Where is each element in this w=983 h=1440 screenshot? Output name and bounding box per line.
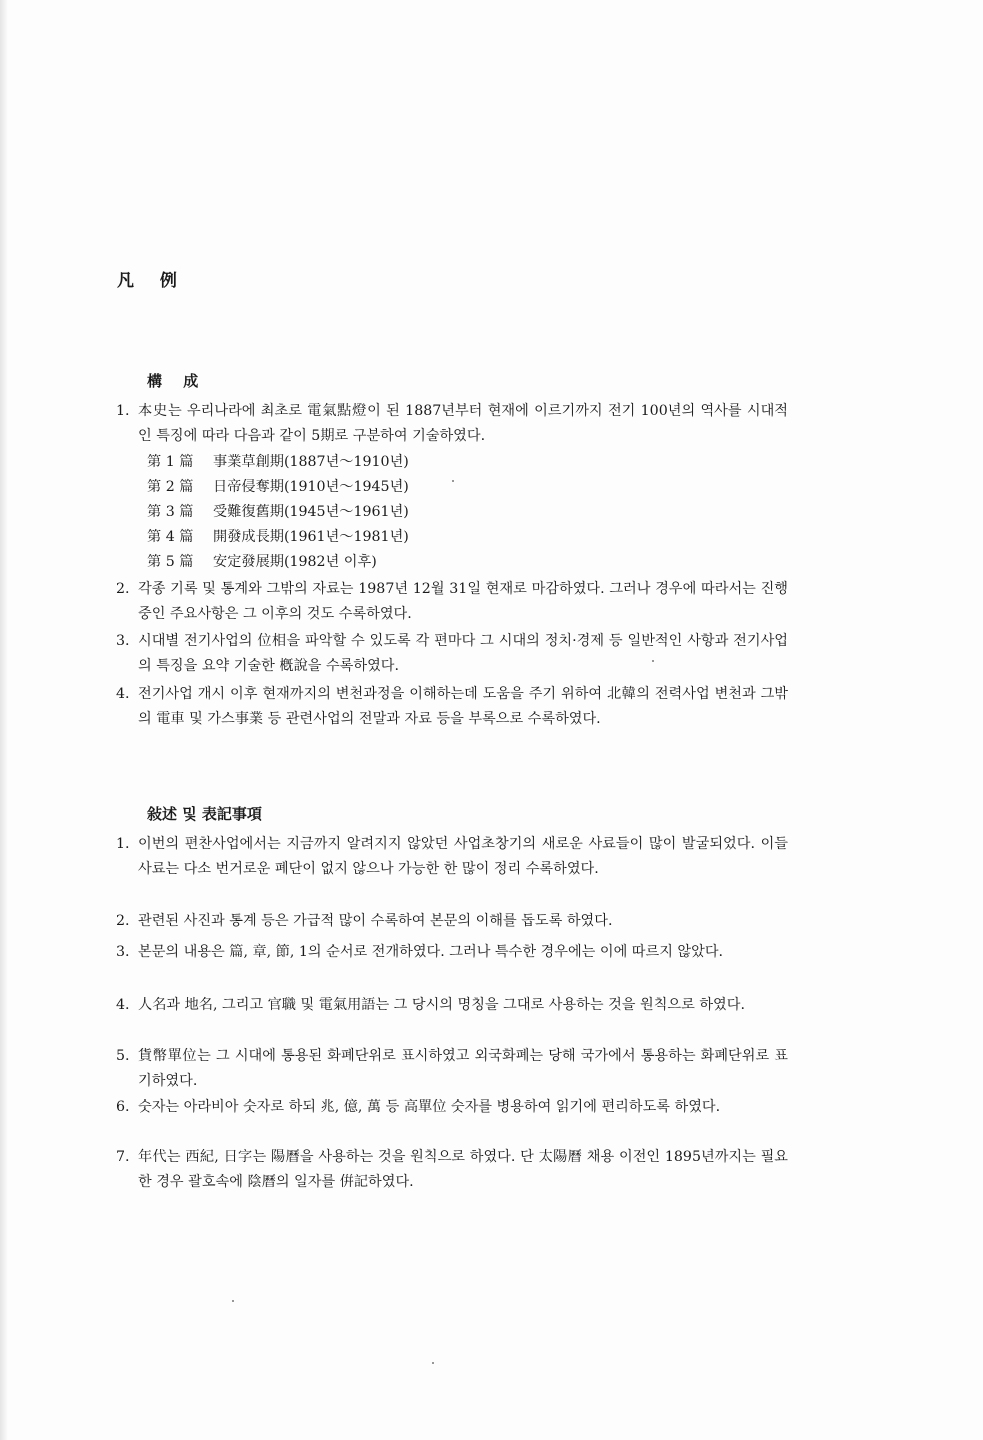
notation-item-6 (116, 1095, 788, 1120)
volume-label: 第 2 篇 (147, 479, 194, 495)
scan-speck (452, 480, 454, 482)
item-number: 7. (116, 1149, 130, 1165)
page-title: 凡 例 (117, 271, 187, 291)
item-number: 1. (116, 403, 130, 419)
volume-item-1 (147, 450, 409, 475)
notation-item-3 (116, 940, 788, 965)
scan-speck (652, 660, 654, 662)
item-text: 각종 기록 및 통계와 그밖의 자료는 1987년 12월 31일 현재로 마감하였다. 그러나 경우에 따라서는 진행중인 주요사항은 그 이후의 것도 수록하였다. (138, 581, 788, 622)
volume-label: 第 5 篇 (147, 554, 194, 570)
volume-item-5 (147, 550, 409, 575)
composition-item-1 (116, 399, 788, 449)
item-text: 이번의 편찬사업에서는 지금까지 알려지지 않았던 사업초창기의 새로운 사료들이 많이 발굴되었다. 이들 사료는 다소 번거로운 폐단이 없지 않으나 가능한 한 많이 정리 수록하였다. (138, 836, 788, 877)
item-text: 관련된 사진과 통계 등은 가급적 많이 수록하여 본문의 이해를 돕도록 하였다. (138, 913, 613, 929)
item-number: 3. (116, 633, 130, 649)
section-heading-composition: 構 成 (147, 372, 207, 390)
item-number: 3. (116, 944, 130, 960)
volume-label: 第 4 篇 (147, 529, 194, 545)
scan-edge-shadow (0, 0, 8, 1440)
volume-name: 事業草創期(1887년～1910년) (213, 454, 409, 470)
item-text: 人名과 地名, 그리고 官職 및 電氣用語는 그 당시의 명칭을 그대로 사용하는 것을 원칙으로 하였다. (138, 997, 745, 1013)
item-text: 貨幣單位는 그 시대에 통용된 화폐단위로 표시하였고 외국화폐는 당해 국가에서 통용하는 화폐단위로 표기하였다. (138, 1048, 788, 1089)
item-text: 본문의 내용은 篇, 章, 節, 1의 순서로 전개하였다. 그러나 특수한 경우에는 이에 따르지 않았다. (138, 944, 724, 960)
scan-speck (432, 1362, 434, 1364)
item-number: 4. (116, 686, 130, 702)
item-text: 전기사업 개시 이후 현재까지의 변천과정을 이해하는데 도움을 주기 위하여 北韓의 전력사업 변천과 그밖의 電車 및 가스事業 등 관련사업의 전말과 자료 등을 부록으로 수록하였다. (138, 686, 788, 727)
composition-item-3 (116, 629, 788, 679)
notation-item-2 (116, 909, 788, 934)
item-text: 年代는 西紀, 日字는 陽曆을 사용하는 것을 원칙으로 하였다. 단 太陽曆 채용 이전인 1895년까지는 필요한 경우 괄호속에 陰曆의 일자를 倂記하였다. (138, 1149, 788, 1190)
composition-item-2 (116, 577, 788, 627)
item-number: 2. (116, 913, 130, 929)
volume-list (147, 450, 409, 575)
notation-item-4 (116, 993, 788, 1018)
item-text: 시대별 전기사업의 位相을 파악할 수 있도록 각 편마다 그 시대의 정치·경제 등 일반적인 사항과 전기사업의 특징을 요약 기술한 槪說을 수록하였다. (138, 633, 788, 674)
item-number: 5. (116, 1048, 130, 1064)
volume-label: 第 3 篇 (147, 504, 194, 520)
item-text: 本史는 우리나라에 최초로 電氣點燈이 된 1887년부터 현재에 이르기까지 전기 100년의 역사를 시대적인 특징에 따라 다음과 같이 5期로 구분하여 기술하였다. (138, 403, 788, 444)
item-text: 숫자는 아라비아 숫자로 하되 兆, 億, 萬 등 高單位 숫자를 병용하여 읽기에 편리하도록 하였다. (138, 1099, 721, 1115)
item-number: 1. (116, 836, 130, 852)
volume-name: 安定發展期(1982년 이후) (213, 554, 377, 570)
volume-item-2 (147, 475, 409, 500)
item-number: 6. (116, 1099, 130, 1115)
composition-item-4 (116, 682, 788, 732)
volume-name: 日帝侵奪期(1910년～1945년) (213, 479, 409, 495)
scan-speck (232, 1300, 234, 1302)
item-number: 2. (116, 581, 130, 597)
section-heading-notation: 敍述 및 表記事項 (147, 805, 262, 823)
volume-name: 開發成長期(1961년～1981년) (213, 529, 409, 545)
notation-item-7 (116, 1145, 788, 1195)
volume-item-3 (147, 500, 409, 525)
notation-item-1 (116, 832, 788, 882)
volume-item-4 (147, 525, 409, 550)
volume-name: 受難復舊期(1945년～1961년) (213, 504, 409, 520)
volume-label: 第 1 篇 (147, 454, 194, 470)
item-number: 4. (116, 997, 130, 1013)
notation-item-5 (116, 1044, 788, 1094)
